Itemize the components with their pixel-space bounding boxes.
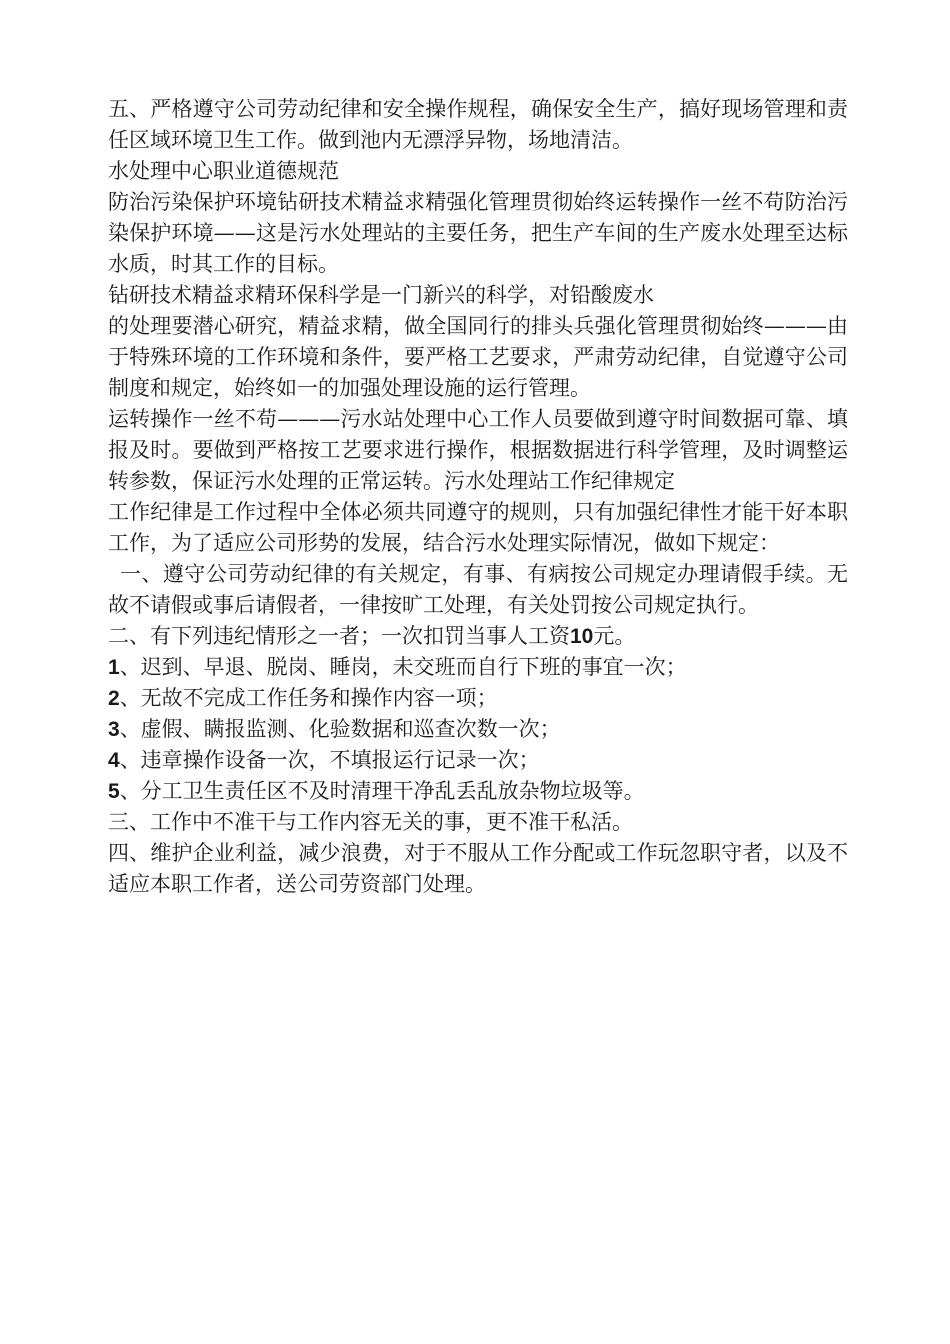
list-item-text: 、迟到、早退、脱岗、睡岗，未交班而自行下班的事宜一次； [119,655,687,679]
list-item [108,652,848,683]
list-item-number: 4 [108,749,120,772]
paragraph-rule-three: 三、工作中不准干与工作内容无关的事，更不准干私活。 [108,810,633,834]
paragraph-ethics-summary: 防治污染保护环境钻研技术精益求精强化管理贯彻始终运转操作一丝不苟防治污染保护环境——这是污水处理站的主要任务，把生产车间的生产废水处理至达标水质，时其工作的目标。 [108,190,848,276]
paragraph-management: 的处理要潜心研究，精益求精，做全国同行的排头兵强化管理贯彻始终———由于特殊环境的工作环境和条件，要严格工艺要求，严肃劳动纪律，自觉遵守公司制度和规定，始终如一的加强处理设施的运行管理。 [108,314,848,400]
list-item-text: 、无故不完成工作任务和操作内容一项； [119,686,498,710]
section-heading-ethics: 水处理中心职业道德规范 [108,159,339,183]
document-page [108,94,848,900]
paragraph-rule-two [108,621,848,652]
list-item-text: 、虚假、瞒报监测、化验数据和巡查次数一次； [119,717,561,741]
rule-two-text: 二、有下列违纪情形之一者；一次扣罚当事人工资 [108,624,570,648]
list-item-text: 、分工卫生责任区不及时清理干净乱丢乱放杂物垃圾等。 [119,779,645,803]
list-item-number: 3 [108,718,120,741]
list-item-text: 、违章操作设备一次，不填报运行记录一次； [119,748,540,772]
paragraph-operation: 运转操作一丝不苟———污水站处理中心工作人员要做到遵守时间数据可靠、填报及时。要做到严格按工艺要求进行操作，根据数据进行科学管理，及时调整运转参数，保证污水处理的正常运转。污水处理站工作纪律规定 [108,407,848,493]
paragraph-rule-five: 五、严格遵守公司劳动纪律和安全操作规程，确保安全生产，搞好现场管理和责任区域环境卫生工作。做到池内无漂浮异物，场地清洁。 [108,97,848,152]
list-item-number: 2 [108,687,120,710]
paragraph-discipline-intro: 工作纪律是工作过程中全体必须共同遵守的规则，只有加强纪律性才能干好本职工作，为了适应公司形势的发展，结合污水处理实际情况，做如下规定： [108,500,848,555]
list-item-number: 5 [108,780,120,803]
paragraph-rule-four: 四、维护企业利益，减少浪费，对于不服从工作分配或工作玩忽职守者，以及不适应本职工作者，送公司劳资部门处理。 [108,841,848,896]
list-item [108,683,848,714]
list-item [108,776,848,807]
rule-two-unit: 元。 [593,624,636,648]
list-item [108,714,848,745]
list-item-number: 1 [108,656,120,679]
paragraph-rule-one: 一、遵守公司劳动纪律的有关规定，有事、有病按公司规定办理请假手续。无故不请假或事后请假者，一律按旷工处理，有关处罚按公司规定执行。 [108,562,848,617]
list-item [108,745,848,776]
paragraph-research: 钻研技术精益求精环保科学是一门新兴的科学，对铅酸废水 [108,283,654,307]
fine-amount: 10 [570,625,594,648]
